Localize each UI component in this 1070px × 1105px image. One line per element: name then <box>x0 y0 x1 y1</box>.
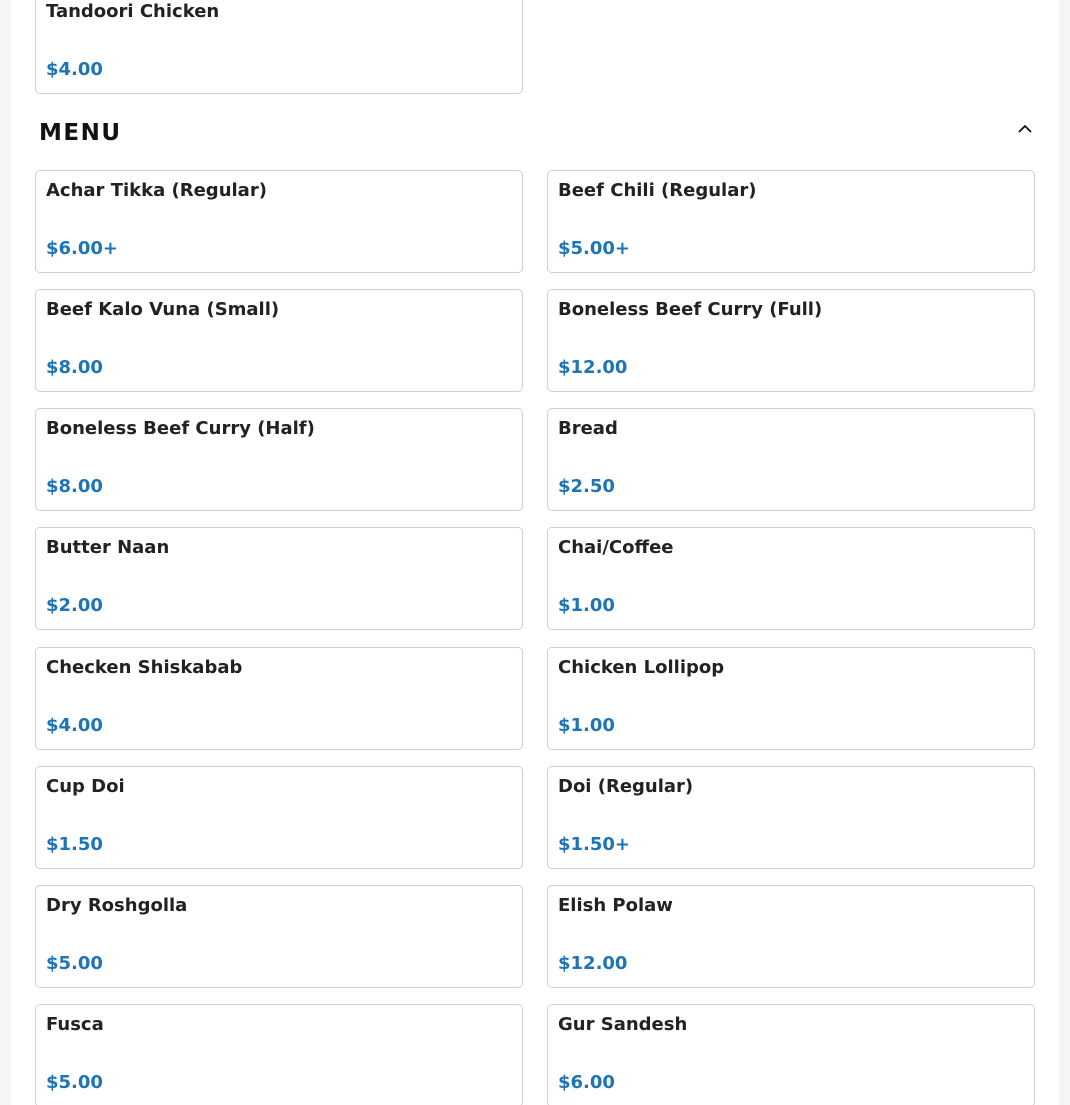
menu-item-card[interactable] <box>547 1004 1035 1105</box>
menu-item-price: $1.00 <box>558 715 615 736</box>
menu-item-name: Dry Roshgolla <box>46 895 188 916</box>
menu-item-card[interactable] <box>35 766 523 869</box>
menu-item-card[interactable] <box>35 527 523 630</box>
menu-item-card[interactable] <box>35 647 523 750</box>
menu-item-name: Butter Naan <box>46 537 170 558</box>
menu-item-name: Beef Kalo Vuna (Small) <box>46 299 280 320</box>
menu-item-price: $4.00 <box>46 59 103 80</box>
menu-item-name: Boneless Beef Curry (Half) <box>46 418 315 439</box>
menu-item-card[interactable] <box>547 408 1035 511</box>
menu-item-name: Achar Tikka (Regular) <box>46 180 267 201</box>
menu-item-price: $5.00 <box>46 953 103 974</box>
menu-item-name: Boneless Beef Curry (Full) <box>558 299 823 320</box>
menu-item-price: $2.50 <box>558 476 615 497</box>
menu-item-card[interactable] <box>547 289 1035 392</box>
menu-item-card[interactable] <box>35 1004 523 1105</box>
menu-item-price: $1.50+ <box>558 834 631 855</box>
menu-item-card[interactable] <box>547 885 1035 988</box>
menu-item-price: $8.00 <box>46 476 103 497</box>
menu-item-price: $4.00 <box>46 715 103 736</box>
menu-item-card[interactable] <box>35 408 523 511</box>
menu-item-name: Tandoori Chicken <box>46 1 220 22</box>
menu-item-price: $6.00+ <box>46 238 119 259</box>
menu-item-card[interactable] <box>547 170 1035 273</box>
menu-item-name: Gur Sandesh <box>558 1014 688 1035</box>
menu-item-name: Chicken Lollipop <box>558 657 725 678</box>
menu-item-name: Checken Shiskabab <box>46 657 243 678</box>
menu-item-name: Beef Chili (Regular) <box>558 180 757 201</box>
menu-item-name: Doi (Regular) <box>558 776 694 797</box>
menu-item-price: $12.00 <box>558 357 628 378</box>
menu-item-price: $12.00 <box>558 953 628 974</box>
menu-item-card[interactable] <box>35 170 523 273</box>
menu-item-name: Cup Doi <box>46 776 125 797</box>
chevron-up-icon <box>1014 117 1036 139</box>
menu-item-card[interactable] <box>35 885 523 988</box>
menu-item-card[interactable] <box>35 289 523 392</box>
menu-item-card[interactable] <box>35 0 523 94</box>
menu-item-name: Bread <box>558 418 618 439</box>
menu-item-price: $2.00 <box>46 595 103 616</box>
menu-page <box>11 0 1059 1105</box>
menu-item-name: Elish Polaw <box>558 895 673 916</box>
menu-item-price: $5.00 <box>46 1072 103 1093</box>
menu-item-name: Chai/Coffee <box>558 537 674 558</box>
menu-item-card[interactable] <box>547 647 1035 750</box>
menu-item-price: $1.00 <box>558 595 615 616</box>
menu-item-card[interactable] <box>547 527 1035 630</box>
menu-item-card[interactable] <box>547 766 1035 869</box>
menu-item-name: Fusca <box>46 1014 104 1035</box>
menu-item-price: $6.00 <box>558 1072 615 1093</box>
collapse-section-button[interactable] <box>1014 117 1036 139</box>
menu-item-price: $8.00 <box>46 357 103 378</box>
menu-item-price: $5.00+ <box>558 238 631 259</box>
menu-item-price: $1.50 <box>46 834 103 855</box>
section-title: MENU <box>39 120 122 146</box>
